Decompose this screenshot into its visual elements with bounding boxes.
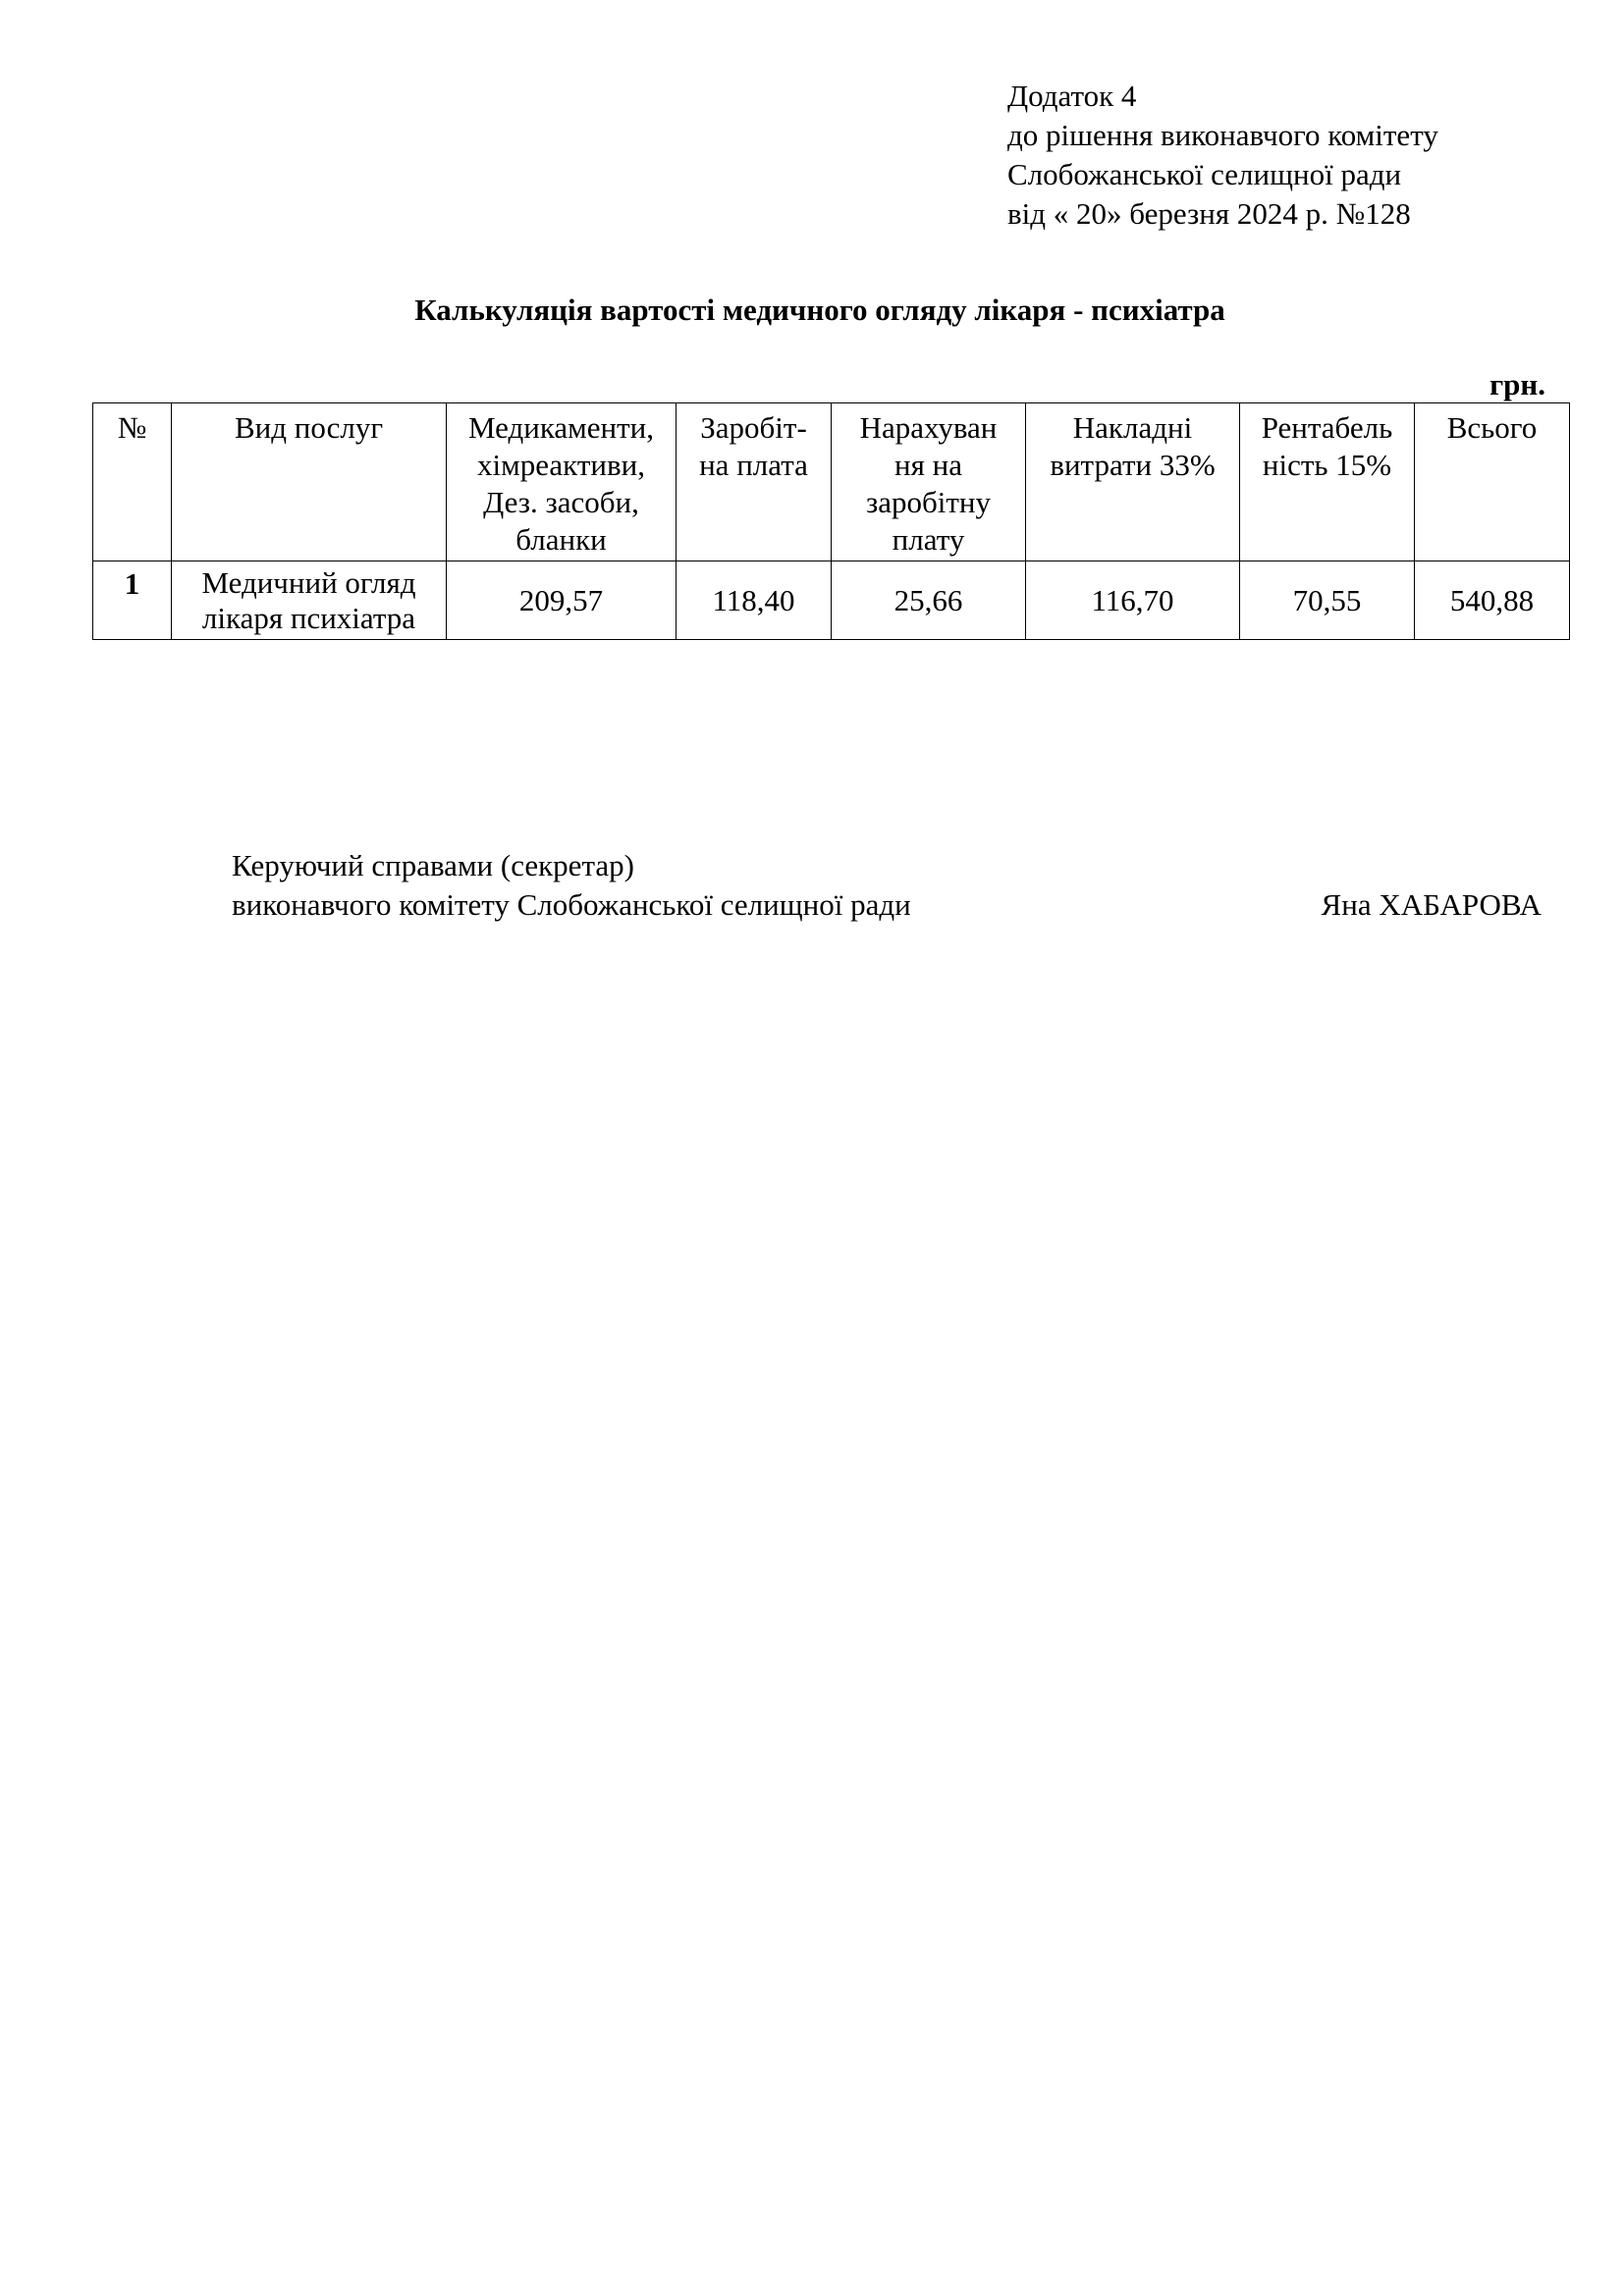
cell-accruals: 25,66 [832,561,1026,640]
annex-block [1007,77,1438,234]
currency-unit: грн. [1489,367,1545,401]
cell-number: 1 [93,561,172,640]
cell-profitability: 70,55 [1240,561,1415,640]
signature-row [232,885,1542,925]
cell-service: Медичний огляд лікаря психіатра [172,561,447,640]
cell-overhead: 116,70 [1026,561,1240,640]
cell-salary: 118,40 [677,561,832,640]
table-row [93,561,1570,640]
header-salary: Заробіт- на плата [677,403,832,561]
cell-total: 540,88 [1415,561,1570,640]
annex-line-4: від « 20» березня 2024 р. №128 [1007,196,1411,231]
table-header-row [93,403,1570,561]
signatory-name: Яна ХАБАРОВА [1321,887,1542,922]
header-profitability: Рентабель ність 15% [1240,403,1415,561]
header-total: Всього [1415,403,1570,561]
calculation-table [92,402,1570,640]
signature-position-line-2: виконавчого комітету Слобожанської селищної ради [232,887,911,922]
signature-block [232,846,1542,925]
header-service-type: Вид послуг [172,403,447,561]
annex-line-1: Додаток 4 [1007,79,1137,113]
document-title: Калькуляція вартості медичного огляду лікаря - психіатра [414,293,1225,327]
header-medicines: Медикаменти, хімреактиви, Дез. засоби, бланки [447,403,677,561]
signature-position-line-1: Керуючий справами (секретар) [232,848,634,882]
header-overhead: Накладні витрати 33% [1026,403,1240,561]
annex-line-2: до рішення виконавчого комітету [1007,118,1438,152]
header-accruals: Нарахуван ня на заробітну плату [832,403,1026,561]
header-number: № [93,403,172,561]
cell-medicines: 209,57 [447,561,677,640]
annex-line-3: Слобожанської селищної ради [1007,157,1402,191]
